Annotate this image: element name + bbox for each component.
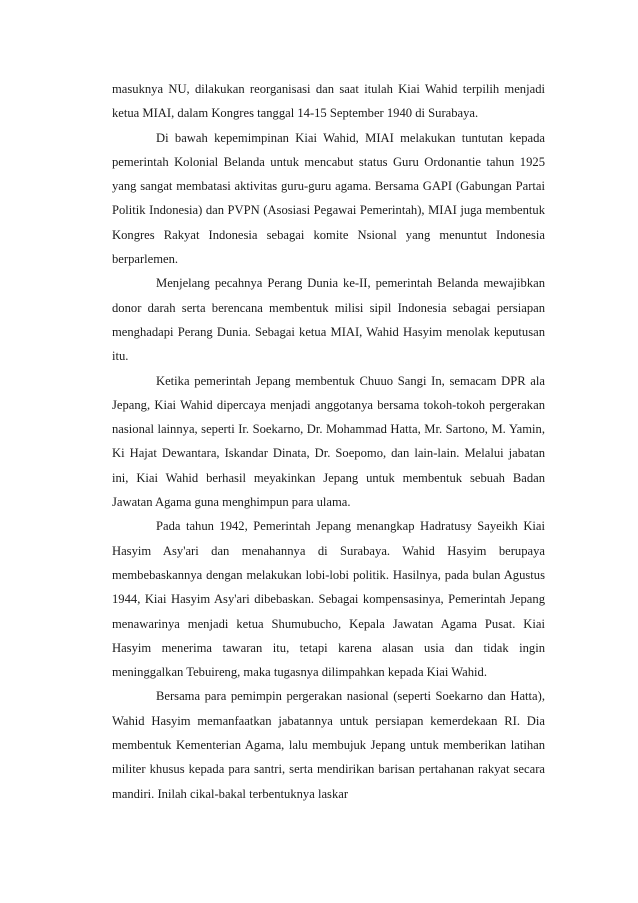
paragraph-independence-prep: Bersama para pemimpin pergerakan nasional (seperti Soekarno dan Hatta), Wahid Hasyim memanfaatkan jabatannya untuk persiapan kemerdekaan RI. Dia membentuk Kementerian Agama, lalu membujuk Jepang untuk memberikan latihan militer khusus kepada para santri, serta mendirikan barisan pertahanan rakyat secara mandiri. Inilah cikal-bakal terbentuknya laskar <box>112 689 545 801</box>
document-page <box>112 77 545 806</box>
paragraph-hasyim-arrest: Pada tahun 1942, Pemerintah Jepang menangkap Hadratusy Sayeikh Kiai Hasyim Asy'ari dan menahannya di Surabaya. Wahid Hasyim berupaya membebaskannya dengan melakukan lobi-lobi politik. Hasilnya, pada bulan Agustus 1944, Kiai Hasyim Asy'ari dibebaskan. Sebagai kompensasinya, Pemerintah Jepang menawarinya menjadi ketua Shumubucho, Kepala Jawatan Agama Pusat. Kiai Hasyim menerima tawaran itu, tetapi karena alasan usia dan tidak ingin meninggalkan Tebuireng, maka tugasnya dilimpahkan kepada Kiai Wahid. <box>112 519 545 680</box>
paragraph-world-war: Menjelang pecahnya Perang Dunia ke-II, pemerintah Belanda mewajibkan donor darah serta berencana membentuk milisi sipil Indonesia sebagai persiapan menghadapi Perang Dunia. Sebagai ketua MIAI, Wahid Hasyim menolak keputusan itu. <box>112 276 545 364</box>
paragraph-chuuo-sangi-in: Ketika pemerintah Jepang membentuk Chuuo Sangi In, semacam DPR ala Jepang, Kiai Wahid dipercaya menjadi anggotanya bersama tokoh-tokoh pergerakan nasional lainnya, seperti Ir. Soekarno, Dr. Mohammad Hatta, Mr. Sartono, M. Yamin, Ki Hajat Dewantara, Iskandar Dinata, Dr. Soepomo, dan lain-lain. Melalui jabatan ini, Kiai Wahid berhasil meyakinkan Jepang untuk membentuk sebuah Badan Jawatan Agama guna menghimpun para ulama. <box>112 373 545 510</box>
paragraph-miai-demands: Di bawah kepemimpinan Kiai Wahid, MIAI melakukan tuntutan kepada pemerintah Kolonial Belanda untuk mencabut status Guru Ordonantie tahun 1925 yang sangat membatasi aktivitas guru-guru agama. Bersama GAPI (Gabungan Partai Politik Indonesia) dan PVPN (Asosiasi Pegawai Pemerintah), MIAI juga membentuk Kongres Rakyat Indonesia sebagai komite Nsional yang menuntut Indonesia berparlemen. <box>112 130 545 267</box>
paragraph-continued: masuknya NU, dilakukan reorganisasi dan saat itulah Kiai Wahid terpilih menjadi ketua MIAI, dalam Kongres tanggal 14-15 September 1940 di Surabaya. <box>112 82 545 121</box>
